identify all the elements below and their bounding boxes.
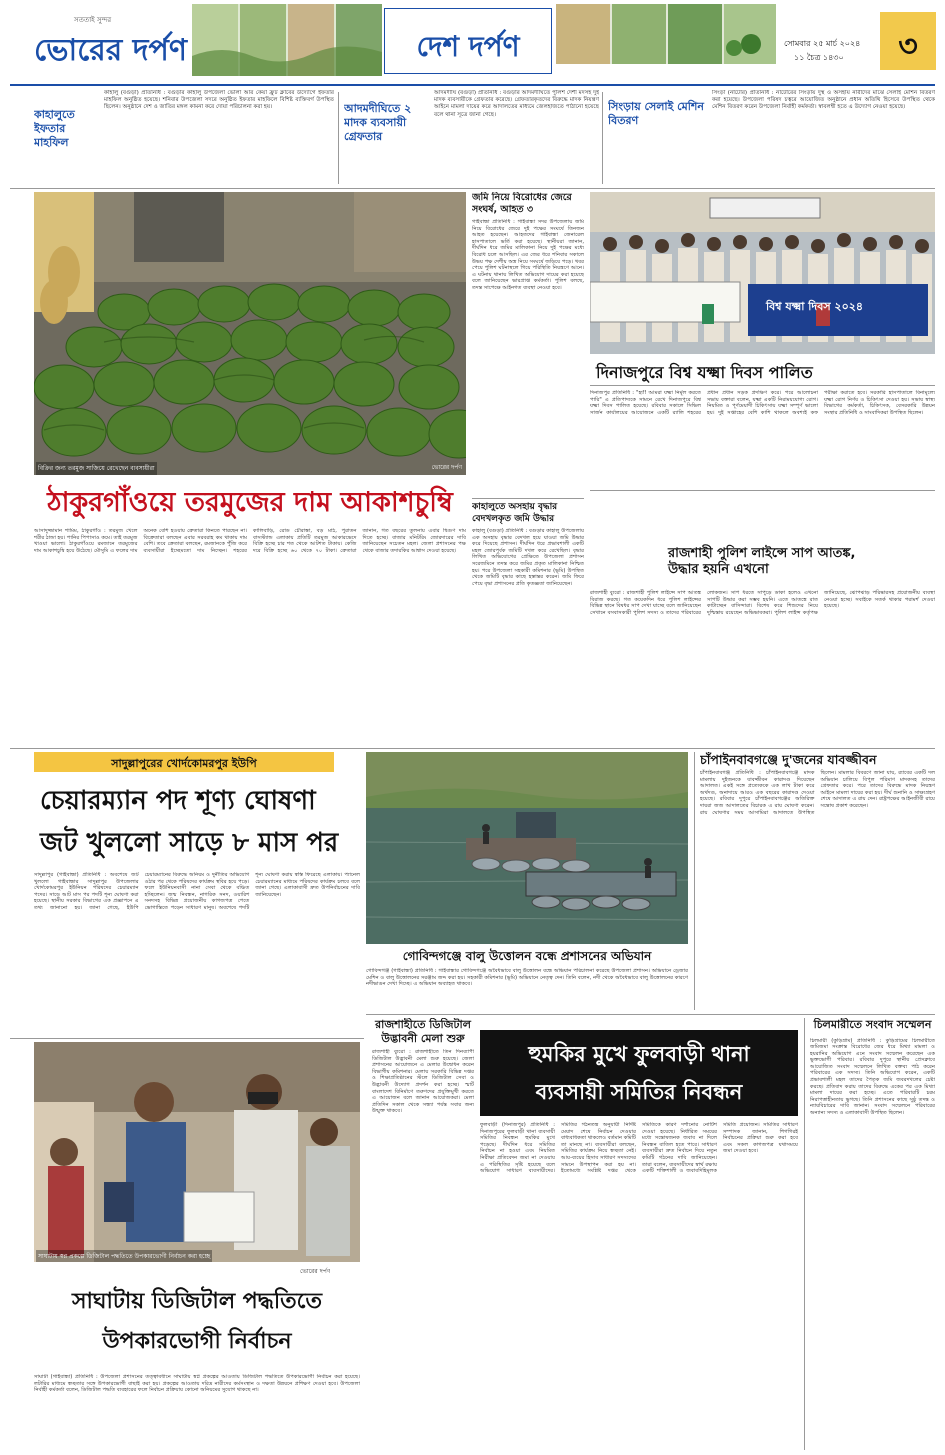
chairman-kicker-box	[34, 752, 334, 772]
divider	[366, 1014, 935, 1015]
divider	[10, 1038, 364, 1039]
divider	[590, 490, 935, 491]
divider	[338, 92, 339, 184]
watermelon-photo-caption: বিক্রির জন্য তরমুজ সাজিয়ে রেখেছেন ব্যবসায়ীরা	[36, 462, 157, 475]
land-recovery-body: কাহালু (বগুড়া) প্রতিনিধি : বগুড়ার কাহালু উপজেলায় এক অসহায় বৃদ্ধার বেদখল হয়ে যাওয়া জমি উদ্ধার করে দিয়েছে প্রশাসন। দীর্ঘদিন ধরে প্রভাবশালী একটি মহল জোরপূর্বক জমিটি দখল করে রেখেছিল। বৃদ্ধার লিখিত অভিযোগের প্রেক্ষিতে উপজেলা প্রশাসন সরেজমিনে তদন্ত করে জমির প্রকৃত মালিকানা নিশ্চিত হয়। পরে উপজেলা সহকারী কমিশনার (ভূমি) উপস্থিত থেকে জমিটি বৃদ্ধার কাছে হস্তান্তর করেন। জমি ফিরে পেয়ে বৃদ্ধা প্রশাসনের প্রতি কৃতজ্ঞতা জানিয়েছেন।	[472, 528, 584, 587]
chairman-headline-box	[34, 776, 360, 868]
beneficiary-photo	[34, 1042, 360, 1262]
masthead-rule	[10, 84, 935, 86]
top-story-adamdighi	[344, 90, 599, 186]
sand-mining-headline: গোবিন্দগঞ্জে বালু উত্তোলন বন্ধে প্রশাসনের অভিযান	[402, 949, 652, 963]
land-dispute-headline: জমি নিয়ে বিরোধের জেরে সংঘর্ষ, আহত ৩	[472, 192, 572, 215]
top-story-singra	[608, 90, 935, 186]
paper-tagline: সততাই সুন্দর	[74, 16, 112, 24]
kahalu-iftar-body: কাহালু (বগুড়া) প্রতিনিধি : বগুড়ার কাহালু উপজেলা ভোলা আর কেয়া ফ্রুট ক্লাবের উদ্যোগে ইফতার মাহফিল অনুষ্ঠিত হয়েছে। শনিবার উপজেলা সদরে অনুষ্ঠিত ইফতার মাহফিলে বিশিষ্ট ব্যক্তিবর্গ উপস্থিত ছিলেন। অনুষ্ঠানে দেশ ও জাতির মঙ্গল কামনা করে দোয়া পরিচালনা করা হয়।	[104, 90, 334, 111]
kahalu-iftar-headline: কাহালুতে ইফতার মাহফিল	[34, 108, 75, 149]
masthead	[0, 0, 945, 86]
beneficiary-body: সাঘাটা (গাইবান্ধা) প্রতিনিধি : উপজেলা প্রশাসনের তত্ত্বাবধানে সাঘাটায় স্বপ্ন প্রকল্পের আওতায় ডিজিটাল পদ্ধতিতে উপকারভোগী নির্বাচন করা হয়েছে। লটারির মাধ্যমে স্বচ্ছতার সঙ্গে উপকারভোগী বাছাই করা হয়। প্রকল্পের আওতায় দরিদ্র নারীদের কর্মসংস্থান ও দক্ষতা উন্নয়নে প্রশিক্ষণ দেওয়া হবে। উপজেলা নির্বাহী কর্মকর্তা বলেন, ডিজিটাল পদ্ধতি ব্যবহারের ফলে নির্বাচন প্রক্রিয়ায় কোনো অনিয়মের সুযোগ থাকছে না।	[34, 1374, 360, 1394]
singra-body: সিংড়া (নাটোর) প্রতিনিধি : নাটোরের সিংড়ায় দুস্থ ও অসহায় নারীদের মাঝে সেলাই মেশিন বিতরণ করা হয়েছে। উপজেলা পরিষদ চত্বরে আয়োজিত অনুষ্ঠানে প্রধান অতিথি হিসেবে উপস্থিত থেকে মেশিন বিতরণ করেন উপজেলা নির্বাহী কর্মকর্তা। স্বাবলম্বী হতে এ উদ্যোগ নেওয়া হয়েছে।	[712, 90, 935, 111]
divider	[10, 188, 935, 189]
section-title: দেশ দর্পণ	[416, 30, 520, 63]
beneficiary-photo-credit: ভোরের দর্পণ	[300, 1268, 331, 1275]
beneficiary-headline-line2: উপকারভোগী নির্বাচন	[102, 1329, 292, 1354]
top-story-kahalu	[34, 90, 334, 186]
sand-mining-body: গোবিন্দগঞ্জ (গাইবান্ধা) প্রতিনিধি : গাইবান্ধার গোবিন্দগঞ্জে অবৈধভাবে বালু উত্তোলন বন্ধে অভিযান পরিচালনা করেছে উপজেলা প্রশাসন। অভিযানে ড্রেজার মেশিন ও বালু উত্তোলনের সরঞ্জাম জব্দ করা হয়। সহকারী কমিশনার (ভূমি) অভিযানে নেতৃত্ব দেন। তিনি বলেন, নদী থেকে অবৈধভাবে বালু উত্তোলনের কারণে নদীভাঙন দেখা দিচ্ছে। এ অভিযান অব্যাহত থাকবে।	[366, 968, 688, 988]
tb-day-body: দিনাজপুর প্রতিনিধি : "হ্যাঁ! আমরা যক্ষ্মা নির্মূল করতে পারি" এ প্রতিপাদ্যকে সামনে রেখে দিনাজপুরে বিশ্ব যক্ষ্মা দিবস পালিত হয়েছে। রবিবার সকালে সিভিল সার্জন কার্যালয়ের আয়োজনে একটি র‍্যালি শহরের প্রধান প্রধান সড়ক প্রদক্ষিণ করে। পরে আলোচনা সভায় বক্তারা বলেন, যক্ষ্মা একটি নিরাময়যোগ্য রোগ। নিয়মিত ও পূর্ণমেয়াদী চিকিৎসায় যক্ষ্মা সম্পূর্ণ ভালো হয়। দুই সপ্তাহের বেশি কাশি থাকলে অবশ্যই কফ পরীক্ষা করাতে হবে। সরকারি হাসপাতালে বিনামূল্যে যক্ষ্মা রোগ নির্ণয় ও চিকিৎসা দেওয়া হয়। সভায় স্বাস্থ্য বিভাগের কর্মকর্তা, চিকিৎসক, বেসরকারি উন্নয়ন সংস্থার প্রতিনিধি ও সাংবাদিকরা উপস্থিত ছিলেন।	[590, 390, 935, 416]
land-recovery-story	[472, 502, 584, 744]
watermelon-headline: ঠাকুরগাঁওয়ে তরমুজের দাম আকাশচুম্বি	[47, 487, 453, 518]
chairman-kicker: সাদুল্লাপুরের খোর্দকোমরপুর ইউপি	[111, 757, 257, 770]
beneficiary-headline-box	[34, 1280, 360, 1370]
divider	[602, 92, 603, 184]
watermelon-body: আসাদুজ্জামান শামিম, ঠাকুরগাঁও : তরমুজ খেলে শরীর ঠান্ডা হয়। পানির পিপাসাও কমে। তাই তরমুজ খাওয়া ভালো। ঠাকুরগাঁওয়ে রমজানে তরমুজের দাম আকাশচুম্বি হয়ে উঠেছে। মৌসুমি এ ফলের দাম অনেক বেশি হওয়ায় ক্রেতারা কিনতে পারছেন না। বিক্রেতারা বলছেন এবার সরবরাহ কম থাকায় দাম বেশি। তবে ক্রেতারা বলছেন, রমজানকে পুঁজি করে ব্যবসায়ীরা ইচ্ছেমতো দাম নিচ্ছেন। শহরের কালিবাড়ি, রোড চৌরাস্তা, বড় মাঠ, পুরাতন বাসস্ট্যান্ড এলাকায় প্রতিটি তরমুজ আকারভেদে বিক্রি হচ্ছে চার শত থেকে আটশত টাকায়। কেজি দরে বিক্রি হচ্ছে ৬০ থেকে ৭০ টাকা। ক্রেতারা জানান, গত বছরের তুলনায় এবার দ্বিগুণ দাম দিতে হচ্ছে। বাজার মনিটরিং জোরদারের দাবি জানিয়েছেন সচেতন মহল। জেলা প্রশাসনের পক্ষ থেকে বাজার তদারকির আশ্বাস দেওয়া হয়েছে।	[34, 528, 466, 554]
land-dispute-body: গাইবান্ধা প্রতিনিধি : গাইবান্ধা সদর উপজেলায় জমি নিয়ে বিরোধের জেরে দুই পক্ষের সংঘর্ষে তিনজন আহত হয়েছেন। আহতদের গাইবান্ধা জেনারেল হাসপাতালে ভর্তি করা হয়েছে। স্থানীয়রা জানান, দীর্ঘদিন ধরে জমির মালিকানা নিয়ে দুই পক্ষের মধ্যে বিরোধ চলে আসছিল। এর জের ধরে শনিবার সকালে উভয় পক্ষ দেশীয় অস্ত্র নিয়ে সংঘর্ষে জড়িয়ে পড়ে। খবর পেয়ে পুলিশ ঘটনাস্থলে গিয়ে পরিস্থিতি নিয়ন্ত্রণে আনে। এ ঘটনায় থানায় লিখিত অভিযোগ দায়ের করা হয়েছে বলে জানিয়েছেন ভারপ্রাপ্ত কর্মকর্তা। পুলিশ বলছে, তদন্ত সাপেক্ষে আইনগত ব্যবস্থা নেওয়া হবে।	[472, 219, 584, 291]
chilmari-headline: চিলমারীতে সংবাদ সম্মেলন	[813, 1018, 932, 1031]
rajshahi-snake-headline: রাজশাহী পুলিশ লাইন্সে সাপ আতঙ্ক, উদ্ধার হয়নি এখনো	[668, 546, 856, 577]
date-box	[780, 8, 940, 74]
digital-fair-body: রাজশাহী ব্যুরো : রাজশাহীতে তিন দিনব্যাপী ডিজিটাল উদ্ভাবনী মেলা শুরু হয়েছে। জেলা প্রশাসনের আয়োজনে এ মেলার উদ্বোধন করেন বিভাগীয় কমিশনার। মেলায় সরকারি বিভিন্ন দপ্তর ও শিক্ষাপ্রতিষ্ঠানের স্টলে ডিজিটাল সেবা ও উদ্ভাবনী উদ্যোগ প্রদর্শন করা হচ্ছে। স্মার্ট বাংলাদেশ বিনির্মাণে তরুণদের প্রযুক্তিমুখী করতে এ আয়োজন বলে জানান আয়োজকরা। মেলা প্রতিদিন সকাল থেকে সন্ধ্যা পর্যন্ত সবার জন্য উন্মুক্ত থাকবে।	[372, 1049, 474, 1115]
section-title-box	[384, 8, 552, 74]
fulbari-headline-box	[480, 1030, 798, 1116]
page-number: ৩	[898, 29, 918, 64]
chairman-body: সাদুল্লাপুর (গাইবান্ধা) প্রতিনিধি : অবশেষে জট খুললো গাইবান্ধার সাদুল্লাপুর উপজেলার খোর্দকোমরপুর ইউনিয়ন পরিষদের চেয়ারম্যান পদের। সাড়ে আট মাস পর পদটি শূন্য ঘোষণা করা হয়েছে। স্থানীয় সরকার বিভাগের এক প্রজ্ঞাপনে এ তথ্য জানানো হয়। জানা গেছে, ইউপি চেয়ারম্যানের বিরুদ্ধে অনিয়ম ও দুর্নীতির অভিযোগ ওঠার পর থেকে পরিষদের কার্যক্রম স্থবির হয়ে পড়ে। ফলে ইউনিয়নবাসী নানা সেবা থেকে বঞ্চিত হচ্ছিলেন। জন্ম নিবন্ধন, নাগরিক সনদ, ওয়ারিশ সনদসহ বিভিন্ন প্রয়োজনীয় কাগজপত্র পেতে ভোগান্তিতে পড়েন সাধারণ মানুষ। অবশেষে পদটি শূন্য ঘোষণা করায় স্বস্তি ফিরেছে এলাকায়। প্যানেল চেয়ারম্যানের মাধ্যমে পরিষদের কার্যক্রম চলবে বলে জানা গেছে। এলাকাবাসী দ্রুত উপনির্বাচনের দাবি জানিয়েছেন।	[34, 872, 360, 911]
divider	[804, 1018, 805, 1450]
watermelon-headline-box	[34, 478, 466, 524]
page-number-box	[880, 12, 936, 70]
sand-mining-photo	[366, 752, 688, 944]
paper-name: ভোরের দর্পণ	[34, 33, 187, 68]
tb-day-headline: দিনাজপুরে বিশ্ব যক্ষ্মা দিবস পালিত	[596, 363, 813, 382]
chairman-headline-line2: জট খুললো সাড়ে ৮ মাস পর	[40, 828, 339, 858]
masthead-photo-strip-left	[192, 4, 382, 76]
tb-day-banner-text: বিশ্ব যক্ষ্মা দিবস ২০২৪	[766, 300, 864, 313]
sand-mining-headline-box	[366, 946, 688, 966]
divider	[472, 498, 584, 499]
chairman-headline-line1: চেয়ারম্যান পদ শূণ্য ঘোষণা	[40, 786, 316, 816]
digital-fair-headline: রাজশাহীতে ডিজিটাল উদ্ভাবনী মেলা শুরু	[375, 1018, 471, 1045]
fulbari-headline-line1: হুমকির মুখে ফুলবাড়ী থানা	[528, 1042, 750, 1066]
singra-headline: সিংড়ায় সেলাই মেশিন বিতরণ	[608, 100, 704, 127]
rajshahi-snake-story	[590, 494, 935, 744]
paper-logo	[14, 10, 189, 70]
life-sentence-story	[700, 752, 935, 1010]
beneficiary-photo-caption: সাঘাটায় স্বপ্ন প্রকল্পে ডিজিটাল পদ্ধতিতে উপকারভোগী নির্বাচন করা হচ্ছে	[36, 1250, 212, 1262]
watermelon-photo-credit: ভোরের দর্পণ	[431, 464, 462, 471]
land-recovery-headline: কাহালুতে অসহায় বৃদ্ধার বেদখলকৃত জমি উদ্ধার	[472, 502, 558, 524]
fulbari-headline-line2: ব্যবসায়ী সমিতির নিবন্ধন	[535, 1080, 743, 1104]
rajshahi-snake-body: রাজশাহী ব্যুরো : রাজশাহী পুলিশ লাইন্সে সাপ আতঙ্ক বিরাজ করছে। গত কয়েকদিন ধরে পুলিশ লাইন্সের বিভিন্ন স্থানে বিষধর সাপ দেখা যাচ্ছে বলে জানিয়েছেন সেখানে বসবাসকারী পুলিশ সদস্য ও তাদের পরিবারের লোকজন। সাপ ধরতে সাপুড়ে ডাকা হলেও এখনো সাপটি উদ্ধার করা সম্ভব হয়নি। এতে আতঙ্কে রাত কাটাচ্ছেন বাসিন্দারা। বিশেষ করে শিশুদের নিয়ে দুশ্চিন্তায় রয়েছেন অভিভাবকরা। পুলিশ লাইন্স কর্তৃপক্ষ জানিয়েছে, ঝোপঝাড় পরিষ্কারসহ প্রয়োজনীয় ব্যবস্থা নেওয়া হচ্ছে। সবাইকে সতর্ক থাকার পরামর্শ দেওয়া হয়েছে।	[590, 590, 935, 616]
chilmari-body: চিলমারী (কুড়িগ্রাম) প্রতিনিধি : কুড়িগ্রামের চিলমারীতে জমিজমা সংক্রান্ত বিরোধের জের ধরে মিথ্যা মামলা ও হয়রানির অভিযোগ এনে সংবাদ সম্মেলন করেছেন এক ভুক্তভোগী পরিবার। রবিবার দুপুরে স্থানীয় প্রেসক্লাবে আয়োজিত সংবাদ সম্মেলনে লিখিত বক্তব্য পাঠ করেন পরিবারের এক সদস্য। তিনি অভিযোগ করেন, একটি প্রভাবশালী মহল তাদের পৈতৃক জমি জবরদখলের চেষ্টা করছে। প্রতিবাদ করায় তাদের বিরুদ্ধে একের পর এক মিথ্যা মামলা দায়ের করা হচ্ছে। এতে পরিবারটি চরম নিরাপত্তাহীনতায় ভুগছে। তিনি প্রশাসনের কাছে সুষ্ঠু তদন্ত ও ন্যায়বিচারের দাবি জানান। সংবাদ সম্মেলনে পরিবারের অন্যান্য সদস্য ও এলাকাবাসী উপস্থিত ছিলেন।	[810, 1037, 935, 1117]
land-dispute-story	[472, 192, 584, 497]
digital-fair-story	[372, 1018, 474, 1304]
divider	[694, 752, 695, 1010]
date-bengali: ১১ চৈত্র ১৪৩০	[794, 53, 844, 62]
watermelon-photo	[34, 192, 466, 475]
life-sentence-headline: চাঁপাইনবাবগঞ্জে দু'জনের যাবজ্জীবন	[700, 752, 877, 767]
tb-day-headline-box	[590, 356, 935, 386]
masthead-photo-strip-right	[556, 4, 776, 64]
date-gregorian: সোমবার ২৫ মার্চ ২০২৪	[784, 39, 861, 48]
adamdighi-body: আদমদীঘি (বগুড়া) প্রতিনিধি : বগুড়ার আদমদীঘিতে পুলিশ দেশী মদসহ দুই মাদক ব্যবসায়ীকে গ্রেফতার করেছে। গ্রেফতারকৃতদের বিরুদ্ধে মাদক নিয়ন্ত্রণ আইনে মামলা দায়ের করে আদালতের মাধ্যমে জেলহাজতে পাঠানো হয়েছে বলে থানা সূত্রে জানা গেছে।	[434, 90, 599, 118]
fulbari-body: ফুলবাড়ী (দিনাজপুর) প্রতিনিধি : দিনাজপুরের ফুলবাড়ী থানা ব্যবসায়ী সমিতির নিবন্ধন হুমকির মুখে পড়েছে। দীর্ঘদিন ধরে সমিতির নির্বাচন না হওয়া এবং নিয়মিত নিরীক্ষা প্রতিবেদন জমা না দেওয়ায় এ পরিস্থিতির সৃষ্টি হয়েছে বলে অভিযোগ সাধারণ ব্যবসায়ীদের। সমিতির গঠনতন্ত্র অনুযায়ী নির্দিষ্ট মেয়াদ শেষে নির্বাচন দেওয়ার বাধ্যবাধকতা থাকলেও বর্তমান কমিটি তা মানছে না। ব্যবসায়ীরা বলছেন, সমিতির কার্যক্রম নিয়ে স্বচ্ছতা নেই। আয়-ব্যয়ের হিসাব সাধারণ সদস্যদের সামনে উপস্থাপন করা হয় না। ইতোমধ্যে সংশ্লিষ্ট দপ্তর থেকে সমিতিকে কারণ দর্শানোর নোটিশ দেওয়া হয়েছে। নির্ধারিত সময়ের মধ্যে সন্তোষজনক জবাব না দিলে নিবন্ধন বাতিল হতে পারে। সাধারণ ব্যবসায়ীরা দ্রুত নির্বাচন দিয়ে নতুন কমিটি গঠনের দাবি জানিয়েছেন। তারা বলেন, ব্যবসায়ীদের স্বার্থ রক্ষায় একটি শক্তিশালী ও জবাবদিহিমূলক সমিতি প্রয়োজন। সমিতির সাধারণ সম্পাদক জানান, শিগগিরই নির্বাচনের প্রক্রিয়া শুরু করা হবে এবং সকল কাগজপত্র যথাসময়ে জমা দেওয়া হবে।	[480, 1122, 798, 1175]
adamdighi-headline: আদমদীঘিতে ২ মাদক ব্যবসায়ী গ্রেফতার	[344, 102, 412, 143]
beneficiary-headline-line1: সাঘাটায় ডিজিটাল পদ্ধতিতে	[72, 1289, 322, 1314]
chilmari-story	[810, 1018, 935, 1450]
life-sentence-body: চাঁপাইনবাবগঞ্জ প্রতিনিধি : চাঁপাইনবাবগঞ্জে মাদক মামলায় দুইজনকে যাবজ্জীবন কারাদণ্ড দিয়েছেন আদালত। একই সঙ্গে প্রত্যেককে এক লাখ টাকা করে অর্থদণ্ড, অনাদায়ে আরও এক বছরের কারাদণ্ড দেওয়া হয়েছে। রবিবার দুপুরে চাঁপাইনবাবগঞ্জের অতিরিক্ত দায়রা জজ আদালতের বিচারক এ রায় ঘোষণা করেন। রায় ঘোষণার সময় আসামিরা আদালতে উপস্থিত ছিলেন। মামলার বিবরণে জানা যায়, র‍্যাবের একটি দল অভিযান চালিয়ে বিপুল পরিমাণ মাদকসহ তাদের গ্রেফতার করে। পরে তাদের বিরুদ্ধে মাদক নিয়ন্ত্রণ আইনে মামলা দায়ের করা হয়। দীর্ঘ শুনানি ও সাক্ষ্যগ্রহণ শেষে আদালত এ রায় দেন। রাষ্ট্রপক্ষের আইনজীবী রায়ে সন্তোষ প্রকাশ করেছেন।	[700, 770, 935, 816]
tb-day-photo	[590, 192, 935, 354]
divider	[10, 748, 935, 749]
